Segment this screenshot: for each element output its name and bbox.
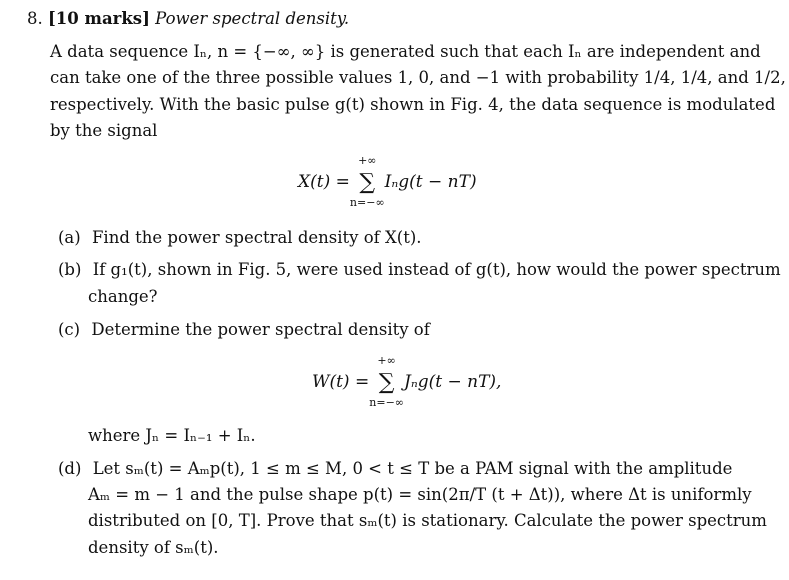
problem-marks: [10 marks]: [48, 9, 150, 28]
part-a-label: (a): [58, 228, 81, 247]
part-d-line-2: Aₘ = m − 1 and the pulse shape p(t) = sin(2π/T (t + Δt)), where Δt is uniformly: [88, 485, 752, 504]
intro-line-4: by the signal: [50, 121, 158, 140]
summation-upper-limit: +∞: [358, 154, 377, 167]
equation-x-lhs: X(t) =: [298, 172, 350, 192]
intro-line-2: can take one of the three possible values 1, 0, and −1 with probability 1/4, 1/4, and 1/2,: [50, 68, 786, 87]
equation-w-lhs: W(t) =: [312, 372, 370, 392]
part-c-label: (c): [58, 320, 81, 339]
part-c: [58, 320, 430, 339]
part-d-line-3: distributed on [0, T]. Prove that sₘ(t) is stationary. Calculate the power spectrum: [88, 511, 767, 530]
intro-line-1: A data sequence Iₙ, n = {−∞, ∞} is generated such that each Iₙ are independent and: [50, 42, 761, 61]
equation-w: [312, 354, 502, 409]
part-b: [58, 260, 781, 279]
summation-sign: [349, 154, 385, 209]
part-b-label: (b): [58, 260, 82, 279]
summation-symbol: ∑: [359, 170, 376, 195]
part-b-line-2: change?: [88, 287, 158, 306]
part-a-text: Find the power spectral density of X(t).: [91, 228, 422, 247]
summation-upper-limit-2: +∞: [377, 354, 396, 367]
equation-x-rhs: Iₙg(t − nT): [384, 172, 477, 192]
part-d-line-4: density of sₘ(t).: [88, 538, 219, 557]
where-line: where Jₙ = Iₙ₋₁ + Iₙ.: [88, 426, 256, 445]
problem-header: [27, 9, 349, 28]
part-c-text: Determine the power spectral density of: [91, 320, 430, 339]
part-b-line-1: If g₁(t), shown in Fig. 5, were used instead of g(t), how would the power spectrum: [92, 260, 781, 279]
equation-x: [298, 154, 477, 209]
part-d-label: (d): [58, 459, 82, 478]
summation-lower-limit: n=−∞: [349, 196, 385, 209]
problem-title: Power spectral density.: [155, 9, 350, 28]
summation-symbol-2: ∑: [378, 370, 395, 395]
equation-w-rhs: Jₙg(t − nT),: [404, 372, 502, 392]
part-a: [58, 228, 422, 247]
summation-sign-2: [369, 354, 404, 409]
problem-number: 8.: [27, 9, 43, 28]
part-d: [58, 459, 732, 478]
intro-line-3: respectively. With the basic pulse g(t) shown in Fig. 4, the data sequence is modulated: [50, 95, 776, 114]
part-d-line-1: Let sₘ(t) = Aₘp(t), 1 ≤ m ≤ M, 0 < t ≤ T be a PAM signal with the amplitude: [92, 459, 733, 478]
summation-lower-limit-2: n=−∞: [369, 396, 404, 409]
